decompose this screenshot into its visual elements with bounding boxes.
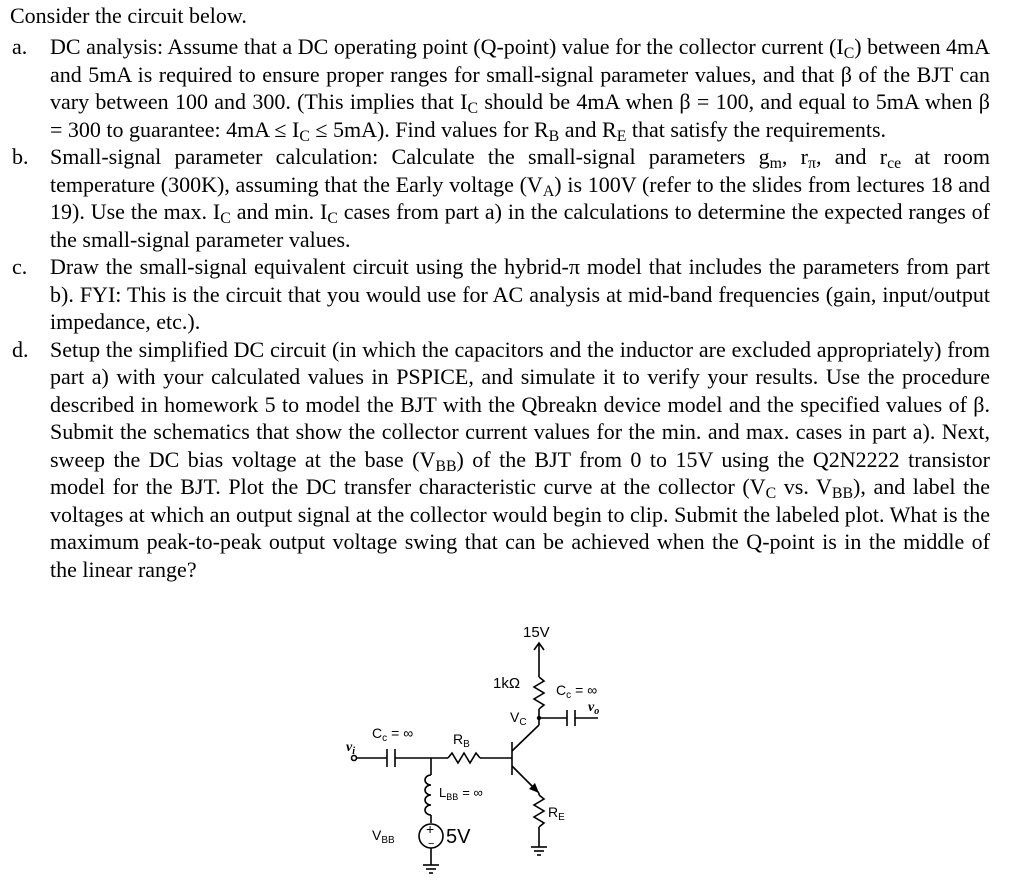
vi-label: $v_i$ [346, 740, 355, 757]
bjt-collector [512, 725, 539, 751]
vo-label: $v_o$ [588, 700, 600, 717]
question-c [10, 253, 990, 336]
question-text: Draw the small-signal equivalent circuit using the hybrid-π model that includes the parameters from part b). FYI: This is the circuit that you would use for AC analysis at mid-band frequencies (gain, input/output impedance, etc.). [50, 254, 990, 334]
vbb-label: $V_{BB}$ [372, 827, 395, 846]
question-text: Setup the simplified DC circuit (in which the capacitors and the inductor are excluded appropriately) from part a) with your calculated values in PSPICE, and simulate it to verify your results. Use the procedure described in homework 5 to model the BJT with the Qbreakn device model and the specified values of β. Submit the schematics that show the collector current values for the min. and max. cases in part a). Next, sweep the DC bias voltage at the base $(V_{BB})$ of the BJT from 0 to 15V using the Q2N2222 transistor model for the BJT. Plot the DC transfer characteristic curve at the collector ($V_C$ vs. $V_{BB}$), and label the voltages at which an output signal at the collector would begin to clip. Submit the labeled plot. What is the maximum peak-to-peak output voltage swing that can be achieved when the Q-point is in the middle of the linear range? [50, 336, 990, 582]
rc-label: 1kΩ [493, 675, 521, 692]
vc-label: $V_C$ [510, 709, 527, 728]
vbb-value: 5V [446, 826, 471, 848]
question-a [10, 33, 990, 143]
question-text: DC analysis: Assume that a DC operating point (Q-point) value for the collector current $(I_C)$ between 4mA and 5mA is required to ensure proper ranges for small-signal parameter values, and that β of the BJT can vary between 100 and 300. (This implies that $I_C$ should be 4mA when β = 100, and equal to 5mA when β = 300 to guarantee: $4mA \le I_C \le 5mA$). Find values for $R_B$ and $R_E$ that satisfy the requirements. [50, 34, 991, 145]
lbb-inductor [425, 775, 431, 815]
question-d [10, 336, 990, 584]
rb-resistor [448, 753, 480, 763]
question-label: a. [12, 34, 28, 59]
question-b [10, 143, 990, 253]
vbb-plus: + [426, 821, 435, 837]
question-label: b. [12, 144, 29, 169]
intro-text: Consider the circuit below. [10, 3, 247, 28]
lbb-label: $L_{BB}$ = ∞ [439, 785, 483, 802]
cc-in-label: $C_c$ = ∞ [372, 725, 414, 744]
vbb-minus: − [428, 838, 435, 850]
question-text: Small-signal parameter calculation: Calculate the small-signal parameters $g_m$, $r_\pi$, and $r_{ce}$ at room temperature (300K), assuming that the Early voltage $(V_A)$ is 100V (refer to the slides from lectures 18 and 19). Use the max. $I_C$ and min. $I_C$ cases from part a) in the calculations to determine the expected ranges of the small-signal parameter values. [50, 144, 990, 252]
re-label: $R_E$ [548, 804, 565, 823]
re-resistor [534, 795, 544, 827]
supply-label: 15V [523, 624, 550, 641]
rc-resistor [534, 677, 544, 709]
rb-label: $R_B$ [453, 731, 470, 750]
question-list [10, 33, 990, 583]
vc-node [537, 716, 541, 720]
question-label: c. [12, 254, 28, 279]
cc-out-label: $C_c$ = ∞ [556, 682, 598, 701]
question-label: d. [12, 336, 29, 362]
circuit-diagram [330, 615, 650, 895]
